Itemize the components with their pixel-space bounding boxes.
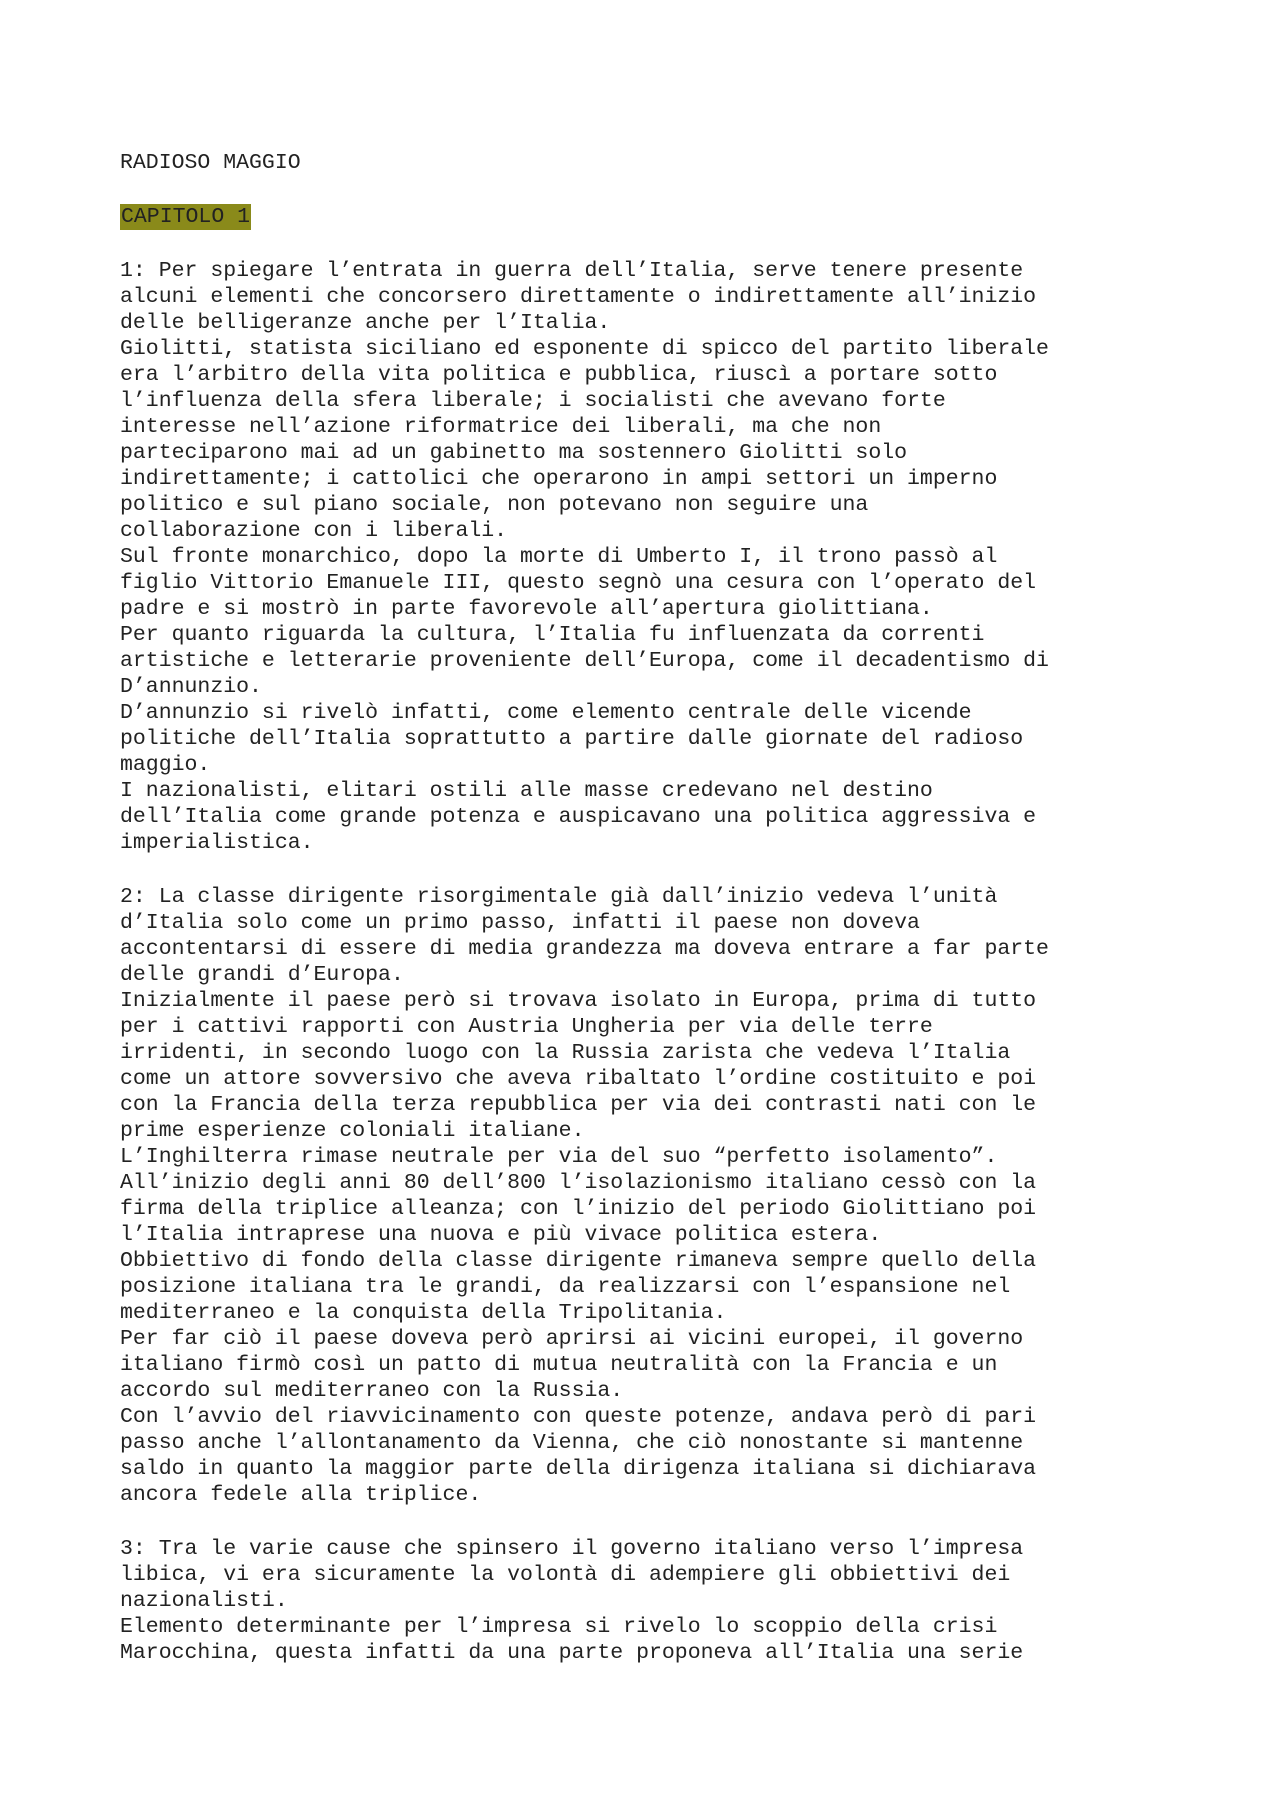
text-line: 3: Tra le varie cause che spinsero il governo italiano verso l’impresa (120, 1537, 1024, 1561)
text-line: D’annunzio si rivelò infatti, come elemento centrale delle vicende (120, 701, 972, 725)
text-line: L’Inghilterra rimase neutrale per via del suo “perfetto isolamento”. (120, 1145, 998, 1169)
text-line: politico e sul piano sociale, non potevano non seguire una (120, 493, 869, 517)
text-line: come un attore sovversivo che aveva ribaltato l’ordine costituito e poi (120, 1067, 1037, 1091)
text-line: collaborazione con i liberali. (120, 519, 508, 543)
text-line: Marocchina, questa infatti da una parte proponeva all’Italia una serie (120, 1641, 1024, 1665)
text-line: italiano firmò così un patto di mutua neutralità con la Francia e un (120, 1353, 998, 1377)
text-line: indirettamente; i cattolici che operarono in ampi settori un imperno (120, 467, 998, 491)
text-line: 1: Per spiegare l’entrata in guerra dell’Italia, serve tenere presente (120, 259, 1024, 283)
chapter-heading-wrapper (120, 204, 1180, 230)
text-line: Per quanto riguarda la cultura, l’Italia fu influenzata da correnti (120, 623, 985, 647)
text-line: delle grandi d’Europa. (120, 963, 404, 987)
text-line: libica, vi era sicuramente la volontà di adempiere gli obbiettivi dei (120, 1563, 1011, 1587)
text-line: alcuni elementi che concorsero direttamente o indirettamente all’inizio (120, 285, 1037, 309)
text-line: parteciparono mai ad un gabinetto ma sostennero Giolitti solo (120, 441, 908, 465)
text-line: interesse nell’azione riformatrice dei liberali, ma che non (120, 415, 882, 439)
chapter-heading: CAPITOLO 1 (121, 205, 251, 229)
text-line: posizione italiana tra le grandi, da realizzarsi con l’espansione nel (120, 1275, 1011, 1299)
text-line: nazionalisti. (120, 1589, 288, 1613)
text-line: prime esperienze coloniali italiane. (120, 1119, 585, 1143)
text-line: con la Francia della terza repubblica per via dei contrasti nati con le (120, 1093, 1037, 1117)
text-line: accontentarsi di essere di media grandezza ma doveva entrare a far parte (120, 937, 1049, 961)
text-line: era l’arbitro della vita politica e pubblica, riuscì a portare sotto (120, 363, 998, 387)
text-line: Sul fronte monarchico, dopo la morte di Umberto I, il trono passò al (120, 545, 998, 569)
text-line: padre e si mostrò in parte favorevole all’apertura giolittiana. (120, 597, 933, 621)
text-line: Giolitti, statista siciliano ed esponente di spicco del partito liberale (120, 337, 1049, 361)
document-page (120, 150, 1180, 1694)
text-line: artistiche e letterarie proveniente dell’Europa, come il decadentismo di (120, 649, 1049, 673)
text-line: dell’Italia come grande potenza e auspicavano una politica aggressiva e (120, 805, 1037, 829)
text-line: I nazionalisti, elitari ostili alle masse credevano nel destino (120, 779, 933, 803)
text-line: accordo sul mediterraneo con la Russia. (120, 1379, 624, 1403)
text-line: passo anche l’allontanamento da Vienna, che ciò nonostante si mantenne (120, 1431, 1024, 1455)
text-line: imperialistica. (120, 831, 314, 855)
text-line: firma della triplice alleanza; con l’inizio del periodo Giolittiano poi (120, 1197, 1037, 1221)
text-line: Per far ciò il paese doveva però aprirsi ai vicini europei, il governo (120, 1327, 1024, 1351)
text-line: irridenti, in secondo luogo con la Russia zarista che vedeva l’Italia (120, 1041, 1011, 1065)
text-line: l’influenza della sfera liberale; i socialisti che avevano forte (120, 389, 946, 413)
text-line: politiche dell’Italia soprattutto a partire dalle giornate del radioso (120, 727, 1024, 751)
text-line: Elemento determinante per l’impresa si rivelo lo scoppio della crisi (120, 1615, 998, 1639)
text-line: figlio Vittorio Emanuele III, questo segnò una cesura con l’operato del (120, 571, 1037, 595)
text-line: d’Italia solo come un primo passo, infatti il paese non doveva (120, 911, 920, 935)
text-line: saldo in quanto la maggior parte della dirigenza italiana si dichiarava (120, 1457, 1037, 1481)
text-line: maggio. (120, 753, 211, 777)
text-line: ancora fedele alla triplice. (120, 1483, 482, 1507)
paragraph-section-2 (120, 884, 1180, 1508)
document-title: RADIOSO MAGGIO (120, 151, 301, 175)
text-line: mediterraneo e la conquista della Tripolitania. (120, 1301, 727, 1325)
text-line: Obbiettivo di fondo della classe dirigente rimaneva sempre quello della (120, 1249, 1037, 1273)
document-body (120, 258, 1180, 1666)
text-line: D’annunzio. (120, 675, 262, 699)
text-line: l’Italia intraprese una nuova e più vivace politica estera. (120, 1223, 882, 1247)
text-line: delle belligeranze anche per l’Italia. (120, 311, 611, 335)
text-line: Inizialmente il paese però si trovava isolato in Europa, prima di tutto (120, 989, 1037, 1013)
text-line: 2: La classe dirigente risorgimentale già dall’inizio vedeva l’unità (120, 885, 998, 909)
text-line: All’inizio degli anni 80 dell’800 l’isolazionismo italiano cessò con la (120, 1171, 1037, 1195)
paragraph-section-3 (120, 1536, 1180, 1666)
paragraph-section-1 (120, 258, 1180, 856)
text-line: Con l’avvio del riavvicinamento con queste potenze, andava però di pari (120, 1405, 1037, 1429)
text-line: per i cattivi rapporti con Austria Ungheria per via delle terre (120, 1015, 933, 1039)
